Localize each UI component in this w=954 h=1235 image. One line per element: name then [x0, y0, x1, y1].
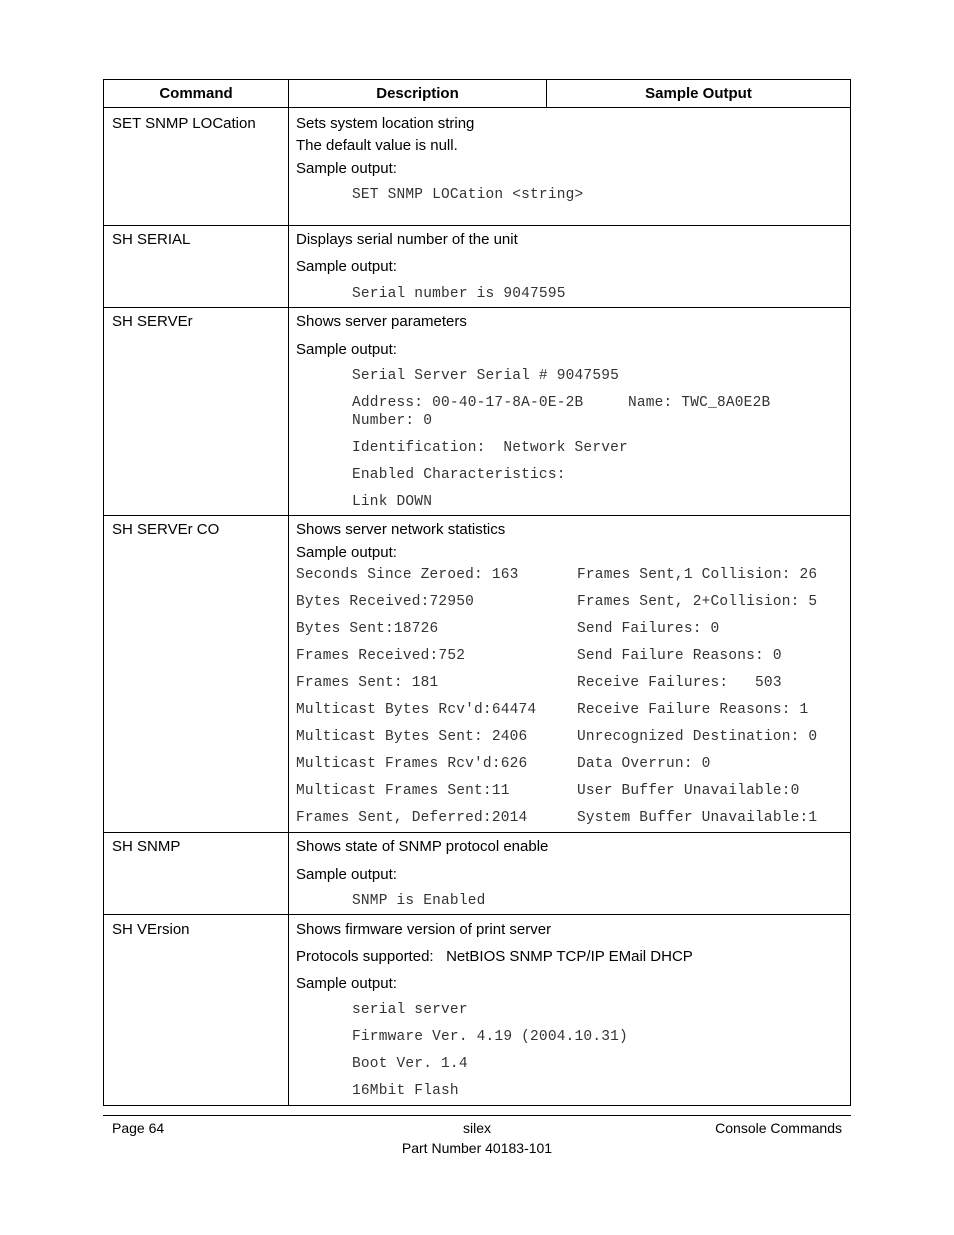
header-description: Description [376, 85, 459, 102]
stat-left: Frames Sent, Deferred:2014 [296, 810, 528, 826]
stat-right: System Buffer Unavailable:1 [577, 810, 818, 826]
sample-output-line: Boot Ver. 1.4 [352, 1056, 468, 1072]
sample-output-line: Firmware Ver. 4.19 (2004.10.31) [352, 1029, 628, 1045]
header-command: Command [159, 85, 233, 102]
stat-left: Multicast Frames Sent:11 [296, 783, 510, 799]
command-cell: SET SNMP LOCation [112, 115, 256, 132]
stat-left: Multicast Bytes Rcv'd:64474 [296, 702, 537, 718]
command-cell: SH SNMP [112, 838, 181, 855]
sample-output-line: Link DOWN [352, 494, 433, 510]
footer-company: silex [462, 1120, 491, 1136]
sample-output-line: Address: 00-40-17-8A-0E-2B Name: TWC_8A0E2B [352, 395, 771, 411]
description-text: Shows state of SNMP protocol enable [296, 838, 549, 855]
sample-output-line: 16Mbit Flash [352, 1083, 459, 1099]
sample-output-label: Sample output: [296, 341, 397, 358]
stat-left: Bytes Sent:18726 [296, 621, 439, 637]
stat-right: User Buffer Unavailable:0 [577, 783, 800, 799]
command-cell: SH SERIAL [112, 231, 191, 248]
stat-left: Seconds Since Zeroed: 163 [296, 567, 519, 583]
description-text: Shows firmware version of print server [296, 921, 552, 938]
sample-output-line: Identification: Network Server [352, 440, 628, 456]
stat-right: Receive Failure Reasons: 1 [577, 702, 809, 718]
footer-section: Console Commands [715, 1120, 842, 1136]
description-text: Shows server parameters [296, 313, 467, 330]
column-divider [546, 80, 547, 108]
sample-output-line: Serial Server Serial # 9047595 [352, 368, 620, 384]
row-divider [104, 307, 850, 308]
sample-output-line: Serial number is 9047595 [352, 286, 566, 302]
header-sample-output: Sample Output [645, 85, 752, 102]
stat-left: Bytes Received:72950 [296, 594, 475, 610]
sample-output-line: Enabled Characteristics: [352, 467, 566, 483]
sample-output-label: Sample output: [296, 258, 397, 275]
sample-output-label: Sample output: [296, 160, 397, 177]
sample-output-label: Sample output: [296, 975, 397, 992]
stat-left: Frames Received:752 [296, 648, 466, 664]
command-cell: SH SERVEr [112, 313, 193, 330]
stat-left: Frames Sent: 181 [296, 675, 439, 691]
stat-right: Unrecognized Destination: 0 [577, 729, 818, 745]
stat-right: Send Failures: 0 [577, 621, 720, 637]
footer-divider [103, 1115, 851, 1116]
command-cell: SH SERVEr CO [112, 521, 220, 538]
description-text: Sets system location string [296, 115, 475, 132]
stat-left: Multicast Frames Rcv'd:626 [296, 756, 528, 772]
sample-output-line: SET SNMP LOCation <string> [352, 187, 584, 203]
description-text: The default value is null. [296, 137, 458, 154]
stat-right: Send Failure Reasons: 0 [577, 648, 782, 664]
sample-output-label: Sample output: [296, 544, 397, 561]
table-header-row [104, 80, 850, 108]
description-text: Protocols supported: NetBIOS SNMP TCP/IP EMail DHCP [296, 948, 693, 965]
row-divider [104, 914, 850, 915]
row-divider [104, 832, 850, 833]
row-divider [104, 225, 850, 226]
sample-output-label: Sample output: [296, 866, 397, 883]
column-divider [288, 80, 289, 1105]
command-cell: SH VErsion [112, 921, 190, 938]
sample-output-line: serial server [352, 1002, 468, 1018]
command-table [103, 79, 851, 1106]
stat-right: Receive Failures: 503 [577, 675, 782, 691]
stat-right: Data Overrun: 0 [577, 756, 711, 772]
footer-part-number: Part Number 40183-101 [401, 1140, 553, 1156]
footer-page-number: Page 64 [112, 1120, 165, 1136]
sample-output-line: Number: 0 [352, 413, 433, 429]
stat-right: Frames Sent, 2+Collision: 5 [577, 594, 818, 610]
stat-right: Frames Sent,1 Collision: 26 [577, 567, 818, 583]
row-divider [104, 515, 850, 516]
description-text: Displays serial number of the unit [296, 231, 518, 248]
sample-output-line: SNMP is Enabled [352, 893, 486, 909]
stat-left: Multicast Bytes Sent: 2406 [296, 729, 528, 745]
description-text: Shows server network statistics [296, 521, 506, 538]
